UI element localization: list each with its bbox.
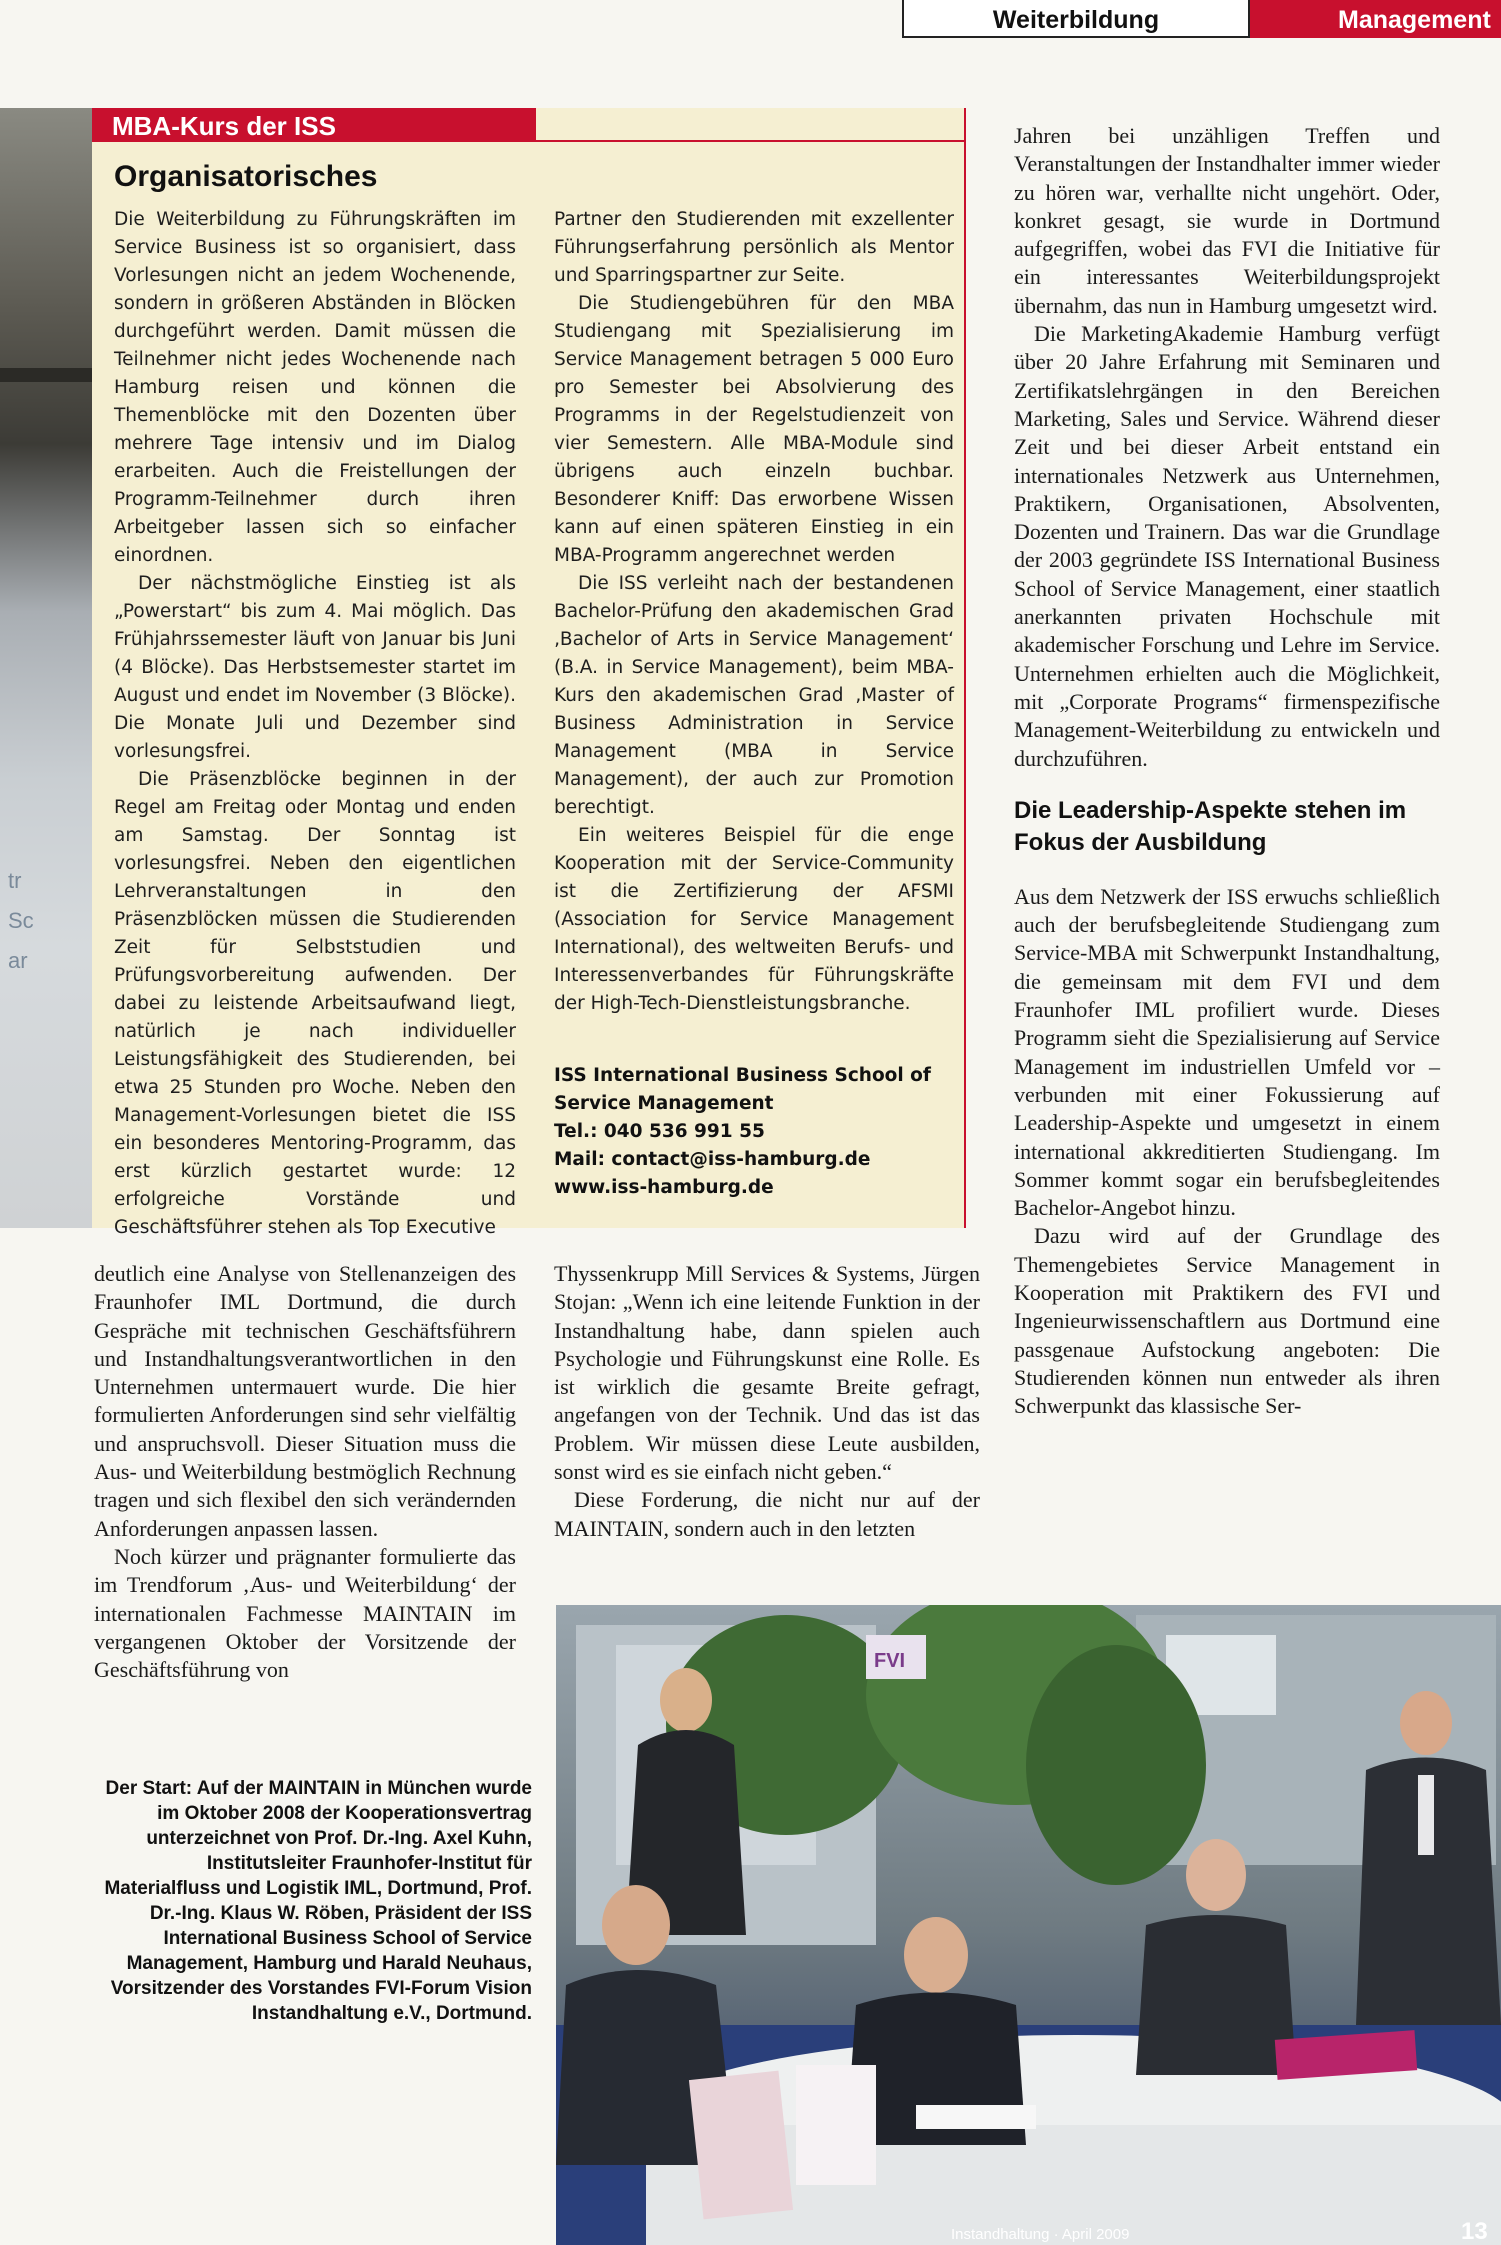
article-paragraph: Aus dem Netzwerk der ISS erwuchs schließlich auch der berufsbegleitende Studiengang zum Service-MBA mit Schwerpunkt Instandhaltung, die gemeinsam mit dem FVI und dem Fraunhofer IML profiliert wurde. Dieses Programm sieht die Spezialisierung auf Service Management im industriellen Umfeld vor – verbunden mit einer Fokussierung auf Leadership-Aspekte und umgesetzt in einem international akkreditierten Studiengang. Im Sommer kommt sogar ein berufsbegleitendes Bachelor-Angebot hinzu.: [1014, 883, 1440, 1221]
info-box-column-1: [114, 206, 516, 1242]
info-box-column-2: [554, 206, 954, 1018]
info-paragraph: Die Weiterbildung zu Führungskräften im Service Business ist so organisiert, dass Vorlesungen nicht an jedem Wochenende, sondern in größeren Abständen in Blöcken durchgeführt werden. Damit müssen die Teilnehmer nicht jedes Wochenende nach Hamburg reisen und können die Themenblöcke mit den Dozenten über mehrere Tage intensiv und im Dialog erarbeiten. Auch die Freistellungen der Programm-Teilnehmer durch ihren Arbeitgeber lassen sich so einfacher einordnen.: [114, 209, 516, 566]
contact-mail-link[interactable]: Mail: contact@iss-hamburg.de: [554, 1149, 871, 1170]
article-paragraph: Jahren bei unzähligen Treffen und Veranstaltungen der Instandhalter immer wieder zu hören war, verhallte nicht ungehört. Oder, konkret gesagt, sie wurde in Dortmund aufgegriffen, wobei das FVI die Initiative für ein interessantes Weiterbildungsprojekt übernahm, das nun in Hamburg umgesetzt wird.: [1014, 123, 1440, 318]
contact-tel: Tel.: 040 536 991 55: [554, 1121, 765, 1142]
photo-caption: Der Start: Auf der MAINTAIN in München wurde im Oktober 2008 der Kooperationsvertrag unterzeichnet von Prof. Dr.-Ing. Axel Kuhn, Institutsleiter Fraunhofer-Institut für Materialfluss und Logistik IML, Dortmund, Prof. Dr.-Ing. Klaus W. Röben, Präsident der ISS International Business School of Service Management, Hamburg und Harald Neuhaus, Vorsitzender des Vorstandes FVI-Forum Vision Instandhaltung e.V., Dortmund.: [104, 1778, 532, 2024]
contact-org: ISS International Business School of: [554, 1065, 931, 1086]
article-left-column: [94, 1260, 516, 1684]
footer-magazine: Instandhaltung · April 2009: [951, 2226, 1130, 2243]
contact-org: Service Management: [554, 1093, 774, 1114]
signing-photo: [556, 1605, 1501, 2245]
section-label-management: Management: [1250, 0, 1501, 38]
article-right-column: [1014, 122, 1440, 1420]
info-paragraph: Der nächstmögliche Einstieg ist als „Powerstart“ bis zum 4. Mai möglich. Das Frühjahrssemester läuft von Januar bis Juni (4 Blöcke). Das Herbstsemester startet im August und endet im November (3 Blöcke). Die Monate Juli und Dezember sind vorlesungsfrei.: [114, 573, 516, 762]
article-middle-column: [554, 1260, 980, 1543]
article-paragraph: Thyssenkrupp Mill Services & Systems, Jürgen Stojan: „Wenn ich eine leitende Funktion in der Instandhaltung habe, dann spielen auch Psychologie und Führungskunst eine Rolle. Es ist wirklich die gesamte Breite gefragt, angefangen von der Technik. Und das ist das Problem. Wir müssen diese Leute ausbilden, sonst wird es sie einfach nicht geben.“: [554, 1261, 980, 1485]
contact-web-link[interactable]: www.iss-hamburg.de: [554, 1177, 774, 1198]
info-box-rule: [536, 140, 966, 142]
footer-page-number: 13: [1461, 2218, 1488, 2245]
info-paragraph: Die ISS verleiht nach der bestandenen Bachelor-Prüfung den akademischen Grad ‚Bachelor of Arts in Service Management‘ (B.A. in Service Management), beim MBA-Kurs den akademischen Grad ‚Master of Business Administration in Service Management (MBA in Service Management), der auch zur Promotion berechtigt.: [554, 573, 954, 818]
info-paragraph: Die Studiengebühren für den MBA Studiengang mit Spezialisierung im Service Management betragen 5 000 Euro pro Semester bei Absolvierung des Programms in der Regelstudienzeit von vier Semestern. Alle MBA-Module sind übrigens auch einzeln buchbar. Besonderer Kniff: Das erworbene Wissen kann auf einen späteren Einstieg in ein MBA-Programm angerechnet werden: [554, 293, 954, 566]
info-paragraph: Partner den Studierenden mit exzellenter Führungserfahrung persönlich als Mentor und Sparringspartner zur Seite.: [554, 209, 954, 286]
background-photo-strip: tr Sc ar: [0, 108, 92, 1228]
article-paragraph: Die MarketingAkademie Hamburg verfügt über 20 Jahre Erfahrung mit Seminaren und Zertifikatslehrgängen in den Bereichen Marketing, Sales und Service. Während dieser Zeit und bei dieser Arbeit entstand ein internationales Netzwerk aus Unternehmen, Praktikern, Organisationen, Absolventen, Dozenten und Trainern. Das war die Grundlage der 2003 gegründete ISS International Business School of Service Management, einer staatlich anerkannten privaten Hochschule mit akademischer Forschung und Lehre im Service. Unternehmen erhielten auch die Möglichkeit, mit „Corporate Programs“ firmenspezifische Management-Weiterbildung zu entwickeln und durchzuführen.: [1014, 321, 1440, 771]
article-paragraph: Diese Forderung, die nicht nur auf der MAINTAIN, sondern auch in den letzten: [554, 1487, 980, 1541]
section-heading: Die Leadership-Aspekte stehen im Fokus der Ausbildung: [1014, 796, 1407, 856]
contact-block: [554, 1062, 954, 1202]
article-paragraph: Noch kürzer und prägnanter formulierte das im Trendforum ‚Aus- und Weiterbildung‘ der internationalen Fachmesse MAINTAIN im vergangenen Oktober der Vorsitzende der Geschäftsführung von: [94, 1543, 516, 1683]
fvi-sign-text: FVI: [874, 1650, 906, 1672]
info-paragraph: Die Präsenzblöcke beginnen in der Regel am Freitag oder Montag und enden am Samstag. Der Sonntag ist vorlesungsfrei. Neben den eigentlichen Lehrveranstaltungen in den Präsenzblöcken müssen die Studierenden Zeit für Selbststudien und Prüfungsvorbereitung aufwenden. Der dabei zu leistende Arbeitsaufwand liegt, natürlich je nach individueller Leistungsfähigkeit des Studierenden, bei etwa 25 Stunden pro Woche. Neben den Management-Vorlesungen bietet die ISS ein besonderes Mentoring-Programm, das erst kürzlich gestartet wurde: 12 erfolgreiche Vorstände und Geschäftsführer stehen als Top Executive: [114, 769, 516, 1238]
info-paragraph: Ein weiteres Beispiel für die enge Kooperation mit der Service-Community ist die Zertifizierung der AFSMI (Association for Service Management International), des weltweiten Berufs- und Interessenverbandes für Führungskräfte der High-Tech-Dienstleistungsbranche.: [554, 825, 954, 1014]
article-paragraph: deutlich eine Analyse von Stellenanzeigen des Fraunhofer IML Dortmund, die durch Gespräche mit technischen Geschäftsführern und Instandhaltungsverantwortlichen in den Unternehmen untermauert wurde. Die hier formulierten Anforderungen sind sehr vielfältig und anspruchsvoll. Dieser Situation muss die Aus- und Weiterbildung bestmöglich Rechnung tragen und sich flexibel den sich verändernden Anforderungen anpassen lassen.: [94, 1261, 516, 1541]
section-label-weiterbildung: Weiterbildung: [992, 6, 1160, 34]
info-box-title: Organisatorisches: [114, 160, 378, 193]
info-box-tab: MBA-Kurs der ISS: [92, 108, 536, 142]
article-paragraph: Dazu wird auf der Grundlage des Themengebietes Service Management in Kooperation mit Praktikern des FVI und Ingenieurwissenschaftlern aus Dortmund eine passgenaue Aufstockung angeboten: Die Studierenden können nun entweder als ihren Schwerpunkt das klassische Ser-: [1014, 1223, 1440, 1419]
